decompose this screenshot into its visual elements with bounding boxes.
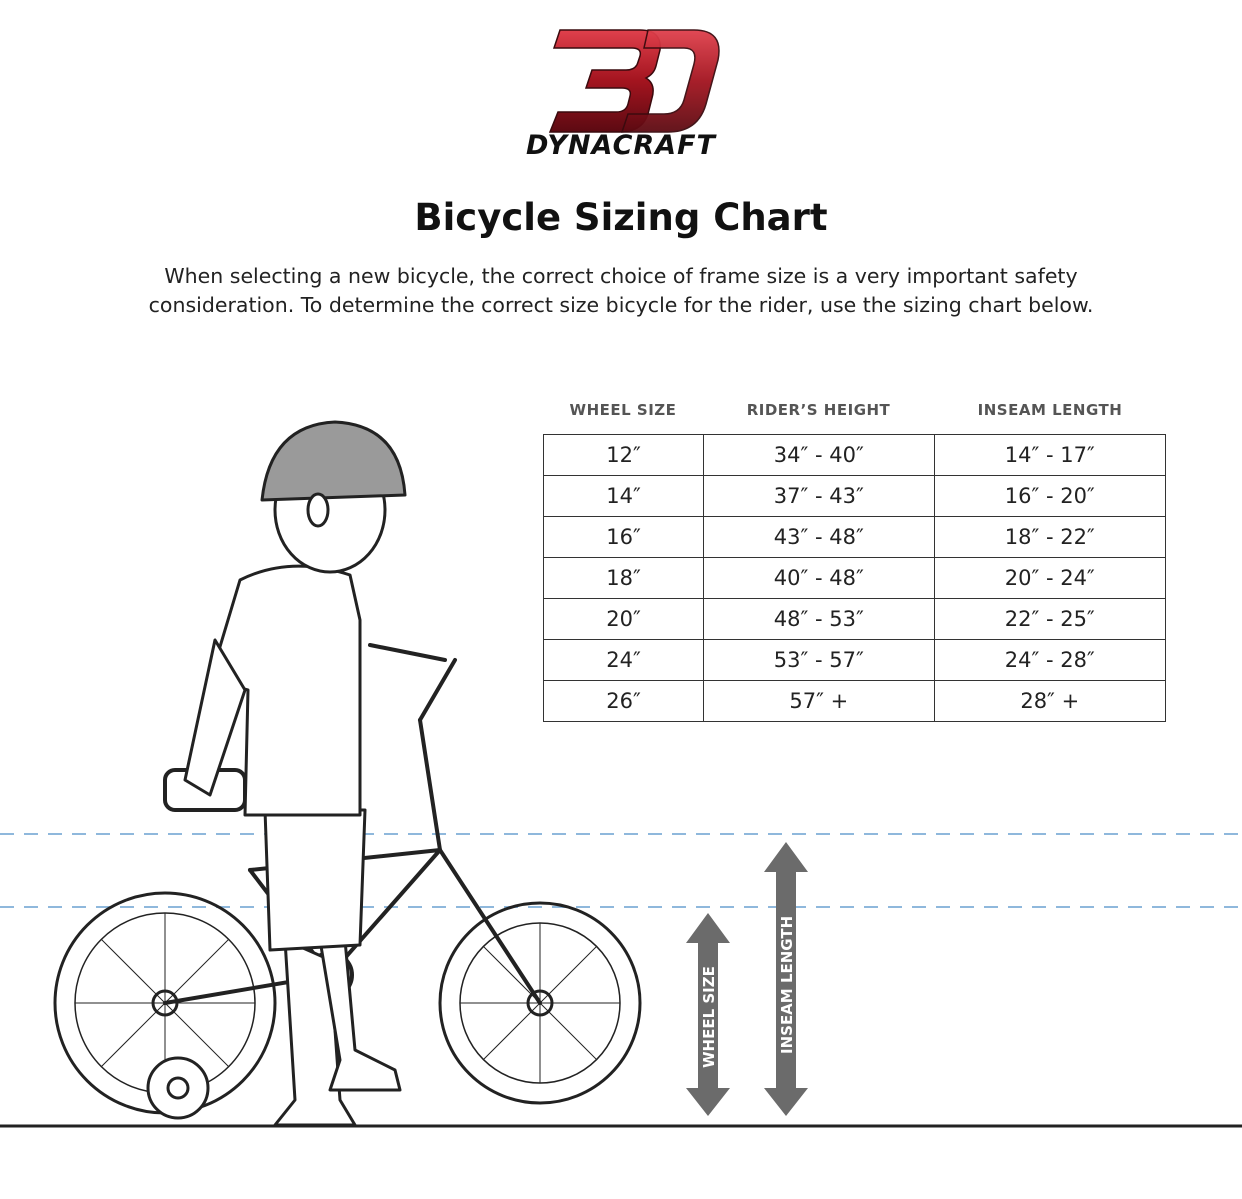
intro-text	[60, 262, 1182, 320]
table-row	[544, 640, 1166, 681]
cell-riders-height: 40″ - 48″	[704, 558, 934, 599]
intro-line-1: When selecting a new bicycle, the correct choice of frame size is a very important safety	[164, 264, 1078, 288]
cell-inseam-length: 28″ +	[934, 681, 1165, 722]
page-title: Bicycle Sizing Chart	[414, 196, 828, 239]
cell-inseam-length: 18″ - 22″	[934, 517, 1165, 558]
cell-wheel-size: 12″	[544, 435, 704, 476]
cell-wheel-size: 16″	[544, 517, 704, 558]
cell-riders-height: 37″ - 43″	[704, 476, 934, 517]
cell-riders-height: 48″ - 53″	[704, 599, 934, 640]
cell-wheel-size: 14″	[544, 476, 704, 517]
table-header-row	[543, 396, 1166, 426]
cell-riders-height: 57″ +	[704, 681, 934, 722]
table-row	[544, 599, 1166, 640]
cell-inseam-length: 14″ - 17″	[934, 435, 1165, 476]
table-row	[544, 681, 1166, 722]
header-riders-height: RIDER’S HEIGHT	[746, 401, 891, 419]
table-row	[544, 435, 1166, 476]
cell-wheel-size: 24″	[544, 640, 704, 681]
intro-line-2: consideration. To determine the correct size bicycle for the rider, use the sizing chart below.	[148, 293, 1094, 317]
cell-inseam-length: 16″ - 20″	[934, 476, 1165, 517]
table-row	[544, 476, 1166, 517]
logo-3d-mark-icon	[550, 30, 719, 132]
cell-riders-height: 34″ - 40″	[704, 435, 934, 476]
wheel-size-arrow-label: WHEEL SIZE	[700, 966, 718, 1068]
cell-riders-height: 53″ - 57″	[704, 640, 934, 681]
table-row	[544, 558, 1166, 599]
sizing-table-grid	[543, 434, 1166, 722]
cell-inseam-length: 20″ - 24″	[934, 558, 1165, 599]
cell-wheel-size: 20″	[544, 599, 704, 640]
header-wheel-size: WHEEL SIZE	[569, 401, 677, 419]
cell-wheel-size: 18″	[544, 558, 704, 599]
cell-inseam-length: 22″ - 25″	[934, 599, 1165, 640]
sizing-table	[543, 396, 1166, 722]
inseam-length-arrow-label: INSEAM LENGTH	[778, 915, 796, 1054]
cell-inseam-length: 24″ - 28″	[934, 640, 1165, 681]
training-wheel-icon	[148, 1058, 208, 1118]
table-row	[544, 517, 1166, 558]
cell-riders-height: 43″ - 48″	[704, 517, 934, 558]
brand-wordmark: DYNACRAFT	[526, 130, 716, 161]
cell-wheel-size: 26″	[544, 681, 704, 722]
child-rider-icon	[185, 422, 405, 1125]
header-inseam-length: INSEAM LENGTH	[977, 401, 1123, 419]
